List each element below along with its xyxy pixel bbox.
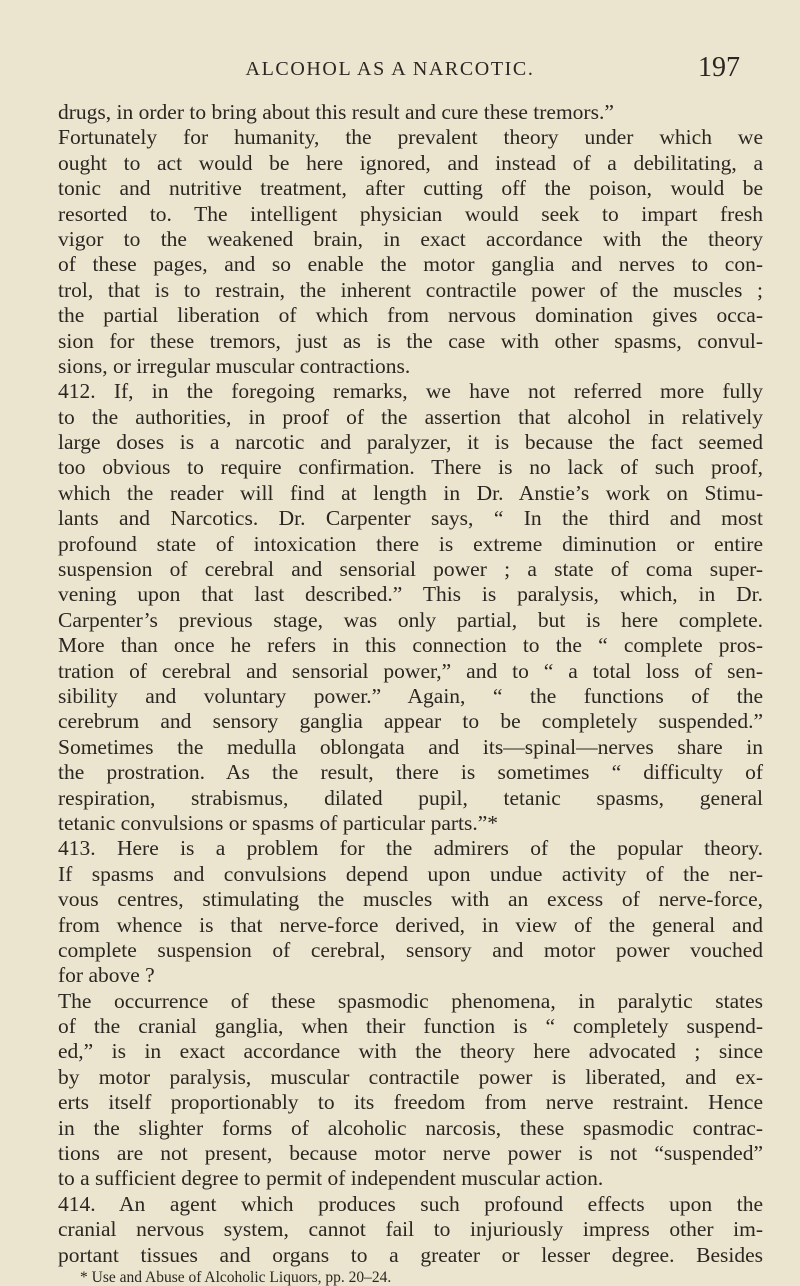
- text-line: vous centres, stimulating the muscles with an excess of nerve-force,: [58, 887, 763, 912]
- text-line: portant tissues and organs to a greater or lesser degree. Besides: [58, 1242, 763, 1267]
- text-line: for above ?: [58, 963, 155, 988]
- text-line: tonic and nutritive treatment, after cutting off the poison, would be: [58, 176, 763, 201]
- text-line: complete suspension of cerebral, sensory and motor power vouched: [58, 937, 763, 962]
- text-line: cerebrum and sensory ganglia appear to be completely suspended.”: [58, 709, 763, 734]
- text-line: The occurrence of these spasmodic phenomena, in paralytic states: [58, 988, 763, 1013]
- text-line: of the cranial ganglia, when their function is “ completely suspend-: [58, 1014, 763, 1039]
- text-line: ought to act would be here ignored, and instead of a debilitating, a: [58, 150, 763, 175]
- text-line: sibility and voluntary power.” Again, “ the functions of the: [58, 683, 763, 708]
- text-line: tetanic convulsions or spasms of particular parts.”*: [58, 810, 499, 835]
- text-line: to a sufficient degree to permit of independent muscular action.: [58, 1166, 604, 1191]
- text-line: lants and Narcotics. Dr. Carpenter says, “ In the third and most: [58, 506, 763, 531]
- text-line: suspension of cerebral and sensorial power ; a state of coma super-: [58, 557, 763, 582]
- text-line: 412. If, in the foregoing remarks, we have not referred more fully: [58, 379, 763, 404]
- page-header: [40, 52, 740, 92]
- running-head: ALCOHOL AS A NARCOTIC.: [245, 58, 535, 80]
- text-line: erts itself proportionably to its freedom from nerve restraint. Hence: [58, 1090, 763, 1115]
- text-line: Sometimes the medulla oblongata and its—spinal—nerves share in: [58, 734, 763, 759]
- text-line: vigor to the weakened brain, in exact accordance with the theory: [58, 226, 763, 251]
- text-line: tions are not present, because motor nerve power is not “suspended”: [58, 1141, 763, 1166]
- text-line: too obvious to require confirmation. There is no lack of such proof,: [58, 455, 763, 480]
- text-line: the partial liberation of which from nervous domination gives occa-: [58, 303, 763, 328]
- text-line: from whence is that nerve-force derived, in view of the general and: [58, 912, 763, 937]
- text-line: More than once he refers in this connection to the “ complete pros-: [58, 633, 763, 658]
- footnote: * Use and Abuse of Alcoholic Liquors, pp. 20–24.: [80, 1268, 392, 1286]
- text-line: profound state of intoxication there is extreme diminution or entire: [58, 531, 763, 556]
- text-line: ed,” is in exact accordance with the theory here advocated ; since: [58, 1039, 763, 1064]
- text-line: tration of cerebral and sensorial power,” and to “ a total loss of sen-: [58, 658, 763, 683]
- text-line: trol, that is to restrain, the inherent contractile power of the muscles ;: [58, 277, 763, 302]
- text-line: to the authorities, in proof of the assertion that alcohol in relatively: [58, 404, 763, 429]
- text-line: Fortunately for humanity, the prevalent theory under which we: [58, 125, 763, 150]
- text-line: If spasms and convulsions depend upon undue activity of the ner-: [58, 861, 763, 886]
- text-line: of these pages, and so enable the motor ganglia and nerves to con-: [58, 252, 763, 277]
- body-text: [58, 100, 763, 1286]
- text-line: 413. Here is a problem for the admirers of the popular theory.: [58, 836, 763, 861]
- text-line: drugs, in order to bring about this result and cure these tremors.”: [58, 100, 614, 124]
- text-line: cranial nervous system, cannot fail to injuriously impress other im-: [58, 1217, 763, 1242]
- text-line: Carpenter’s previous stage, was only partial, but is here complete.: [58, 607, 763, 632]
- text-line: by motor paralysis, muscular contractile power is liberated, and ex-: [58, 1064, 763, 1089]
- text-line: the prostration. As the result, there is sometimes “ difficulty of: [58, 760, 763, 785]
- text-line: in the slighter forms of alcoholic narcosis, these spasmodic contrac-: [58, 1115, 763, 1140]
- text-line: large doses is a narcotic and paralyzer, it is because the fact seemed: [58, 430, 763, 455]
- text-line: resorted to. The intelligent physician would seek to impart fresh: [58, 201, 763, 226]
- text-line: 414. An agent which produces such profound effects upon the: [58, 1191, 763, 1216]
- text-line: sion for these tremors, just as is the case with other spasms, convul-: [58, 328, 763, 353]
- text-line: vening upon that last described.” This is paralysis, which, in Dr.: [58, 582, 763, 607]
- text-line: respiration, strabismus, dilated pupil, tetanic spasms, general: [58, 785, 763, 810]
- text-line: sions, or irregular muscular contractions.: [58, 353, 411, 378]
- page-number: 197: [698, 52, 740, 83]
- text-line: which the reader will find at length in Dr. Anstie’s work on Stimu-: [58, 480, 763, 505]
